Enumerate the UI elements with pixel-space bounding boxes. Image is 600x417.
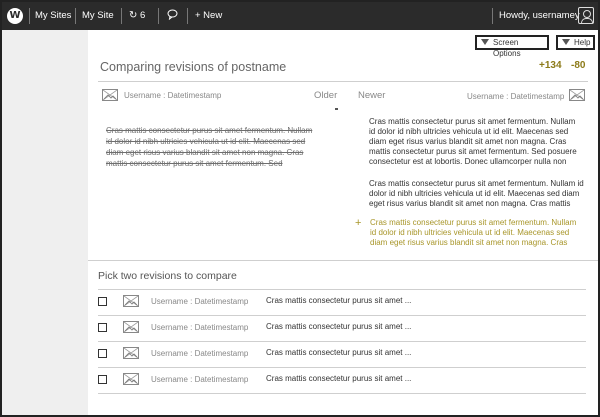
new-text-line: id dolor id nibh ultricies vehicula ut id elit. Maecenas sed bbox=[369, 127, 569, 136]
screen-options-label: Screen Options bbox=[493, 38, 521, 58]
added-line: Cras mattis consectetur purus sit amet fermentum. Nullam bbox=[370, 218, 577, 227]
divider bbox=[98, 393, 586, 394]
image-placeholder-icon bbox=[123, 295, 139, 307]
comments-menu[interactable] bbox=[167, 2, 178, 30]
image-placeholder-icon bbox=[123, 321, 139, 333]
chevron-down-icon bbox=[481, 39, 489, 45]
removed-line: Cras mattis consectetur purus sit amet fermentum. Nullam bbox=[106, 126, 313, 135]
screen-options-button[interactable] bbox=[475, 35, 549, 58]
refresh-icon: ↻ bbox=[129, 10, 138, 21]
image-placeholder-icon bbox=[569, 89, 585, 101]
wordpress-logo-icon[interactable]: W bbox=[7, 8, 23, 24]
howdy-user-menu[interactable]: Howdy, usernamey bbox=[499, 10, 580, 21]
divider bbox=[98, 341, 586, 342]
divider bbox=[98, 367, 586, 368]
pick-revisions-title: Pick two revisions to compare bbox=[98, 270, 237, 282]
new-text-line: mattis consectetur purus sit amet fermentum. Sed posuere bbox=[369, 147, 577, 156]
divider bbox=[98, 81, 588, 82]
older-column-label: Older bbox=[314, 90, 338, 101]
revision-checkbox[interactable] bbox=[98, 349, 107, 358]
avatar-icon[interactable] bbox=[578, 7, 594, 24]
divider bbox=[98, 315, 586, 316]
newer-column-label: Newer bbox=[358, 90, 386, 101]
added-line: diam eget risus varius blandit sit amet non magna. Cras bbox=[370, 238, 568, 247]
newer-revision-meta: Username : Datetimestamp bbox=[467, 92, 565, 101]
added-marker-icon: + bbox=[355, 217, 362, 229]
revision-meta: Username : Datetimestamp bbox=[151, 349, 249, 358]
image-placeholder-icon bbox=[123, 373, 139, 385]
revision-excerpt: Cras mattis consectetur purus sit amet ... bbox=[266, 374, 412, 383]
added-line: id dolor id nibh ultricies vehicula ut id elit. Maecenas sed bbox=[370, 228, 570, 237]
removed-marker bbox=[335, 108, 338, 110]
new-text-line: consectetur est at lobortis. Donec ullamcorper nulla non bbox=[369, 157, 567, 166]
revision-checkbox[interactable] bbox=[98, 297, 107, 306]
comment-bubble-icon bbox=[167, 9, 178, 20]
removed-line: id dolor id nibh ultricies vehicula ut id elit. Maecenas sed bbox=[106, 137, 306, 146]
separator bbox=[492, 8, 493, 24]
separator bbox=[187, 8, 188, 24]
admin-sidebar bbox=[2, 30, 88, 417]
added-count: +134 bbox=[539, 60, 562, 71]
updates-menu[interactable] bbox=[129, 2, 145, 30]
new-text-line: eget risus varius blandit sit amet non magna. Cras mattis bbox=[369, 199, 571, 208]
new-text-line: Cras mattis consectetur purus sit amet fermentum. Nullam id bbox=[369, 179, 584, 188]
separator bbox=[158, 8, 159, 24]
separator bbox=[75, 8, 76, 24]
removed-count: -80 bbox=[571, 60, 586, 71]
chevron-down-icon bbox=[562, 39, 570, 45]
separator bbox=[121, 8, 122, 24]
revision-excerpt: Cras mattis consectetur purus sit amet ... bbox=[266, 348, 412, 357]
new-text-line: diam eget risus varius blandit sit amet non magna. Cras bbox=[369, 137, 567, 146]
help-label: Help bbox=[574, 38, 591, 47]
new-text-line: Cras mattis consectetur purus sit amet fermentum. Nullam bbox=[369, 117, 576, 126]
divider bbox=[98, 289, 586, 290]
admin-bar bbox=[2, 2, 598, 30]
image-placeholder-icon bbox=[123, 347, 139, 359]
help-button[interactable] bbox=[556, 35, 595, 50]
new-text-line: dolor id nibh ultricies vehicula ut id elit. Maecenas sed diam bbox=[369, 189, 580, 198]
my-site-menu[interactable]: My Site bbox=[82, 10, 114, 21]
new-content-menu[interactable]: + New bbox=[195, 10, 223, 21]
removed-line: diam eget risus varius blandit sit amet non magna. Cras bbox=[106, 148, 304, 157]
page-title: Comparing revisions of postname bbox=[100, 60, 287, 74]
removed-line: mattis consectetur purus sit amet fermentum. Sed bbox=[106, 159, 283, 168]
revision-checkbox[interactable] bbox=[98, 375, 107, 384]
revision-meta: Username : Datetimestamp bbox=[151, 297, 249, 306]
revision-excerpt: Cras mattis consectetur purus sit amet ... bbox=[266, 296, 412, 305]
separator bbox=[29, 8, 30, 24]
my-sites-menu[interactable]: My Sites bbox=[35, 10, 72, 21]
revision-meta: Username : Datetimestamp bbox=[151, 323, 249, 332]
revision-checkbox[interactable] bbox=[98, 323, 107, 332]
image-placeholder-icon bbox=[102, 89, 118, 101]
older-revision-meta: Username : Datetimestamp bbox=[124, 91, 222, 100]
revision-excerpt: Cras mattis consectetur purus sit amet ... bbox=[266, 322, 412, 331]
updates-count: 6 bbox=[140, 10, 146, 21]
divider bbox=[88, 260, 598, 261]
revision-meta: Username : Datetimestamp bbox=[151, 375, 249, 384]
